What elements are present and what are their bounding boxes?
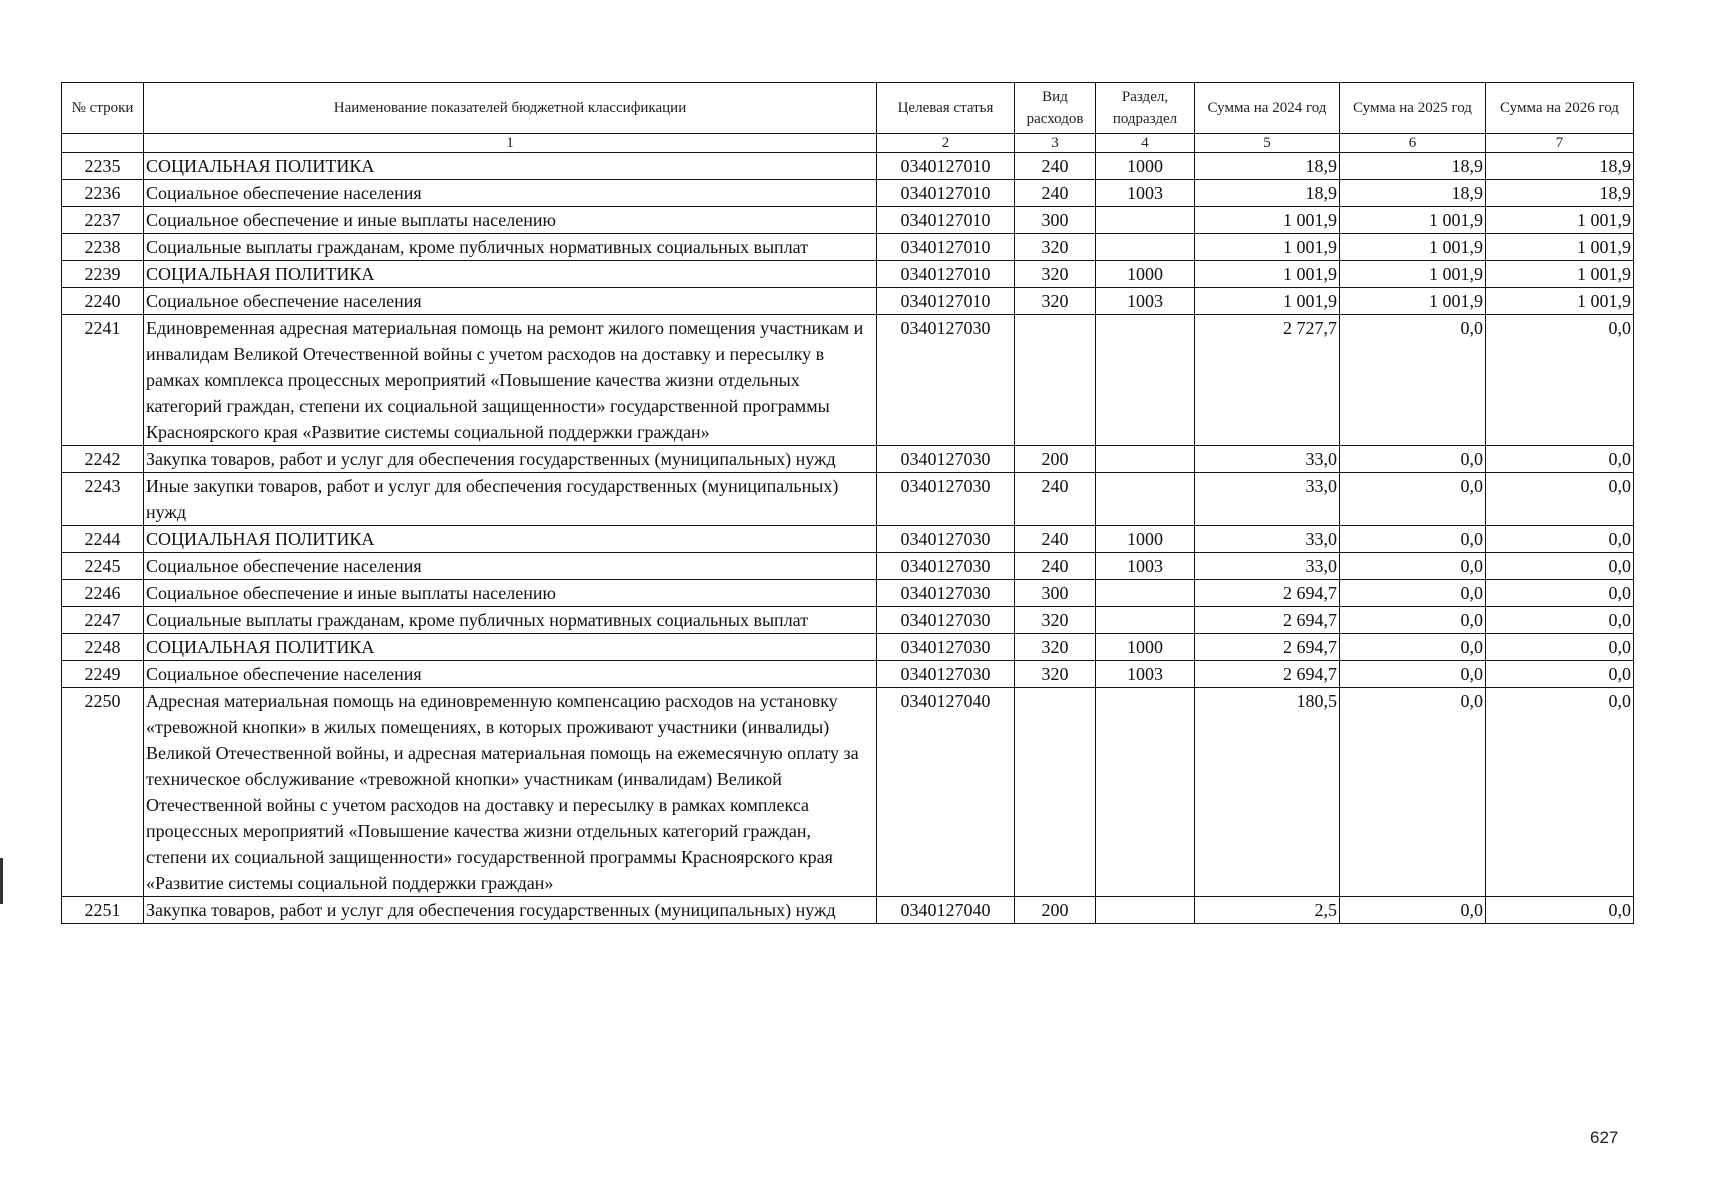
row-sum-2024: 2 727,7 [1195, 315, 1340, 446]
row-sum-2026: 1 001,9 [1486, 261, 1634, 288]
row-expense-type: 320 [1015, 288, 1096, 315]
table-row [62, 446, 1634, 473]
row-target: 0340127030 [877, 526, 1015, 553]
table-row [62, 580, 1634, 607]
row-number: 2243 [62, 473, 144, 526]
row-expense-type: 320 [1015, 607, 1096, 634]
row-sum-2025: 0,0 [1340, 897, 1486, 924]
column-number: 2 [877, 134, 1015, 153]
row-name: Социальные выплаты гражданам, кроме публичных нормативных социальных выплат [144, 234, 877, 261]
row-sum-2026: 0,0 [1486, 897, 1634, 924]
table-row [62, 180, 1634, 207]
row-expense-type: 300 [1015, 207, 1096, 234]
row-target: 0340127030 [877, 661, 1015, 688]
row-target: 0340127010 [877, 234, 1015, 261]
row-sum-2026: 0,0 [1486, 607, 1634, 634]
row-sum-2026: 18,9 [1486, 180, 1634, 207]
table-row [62, 261, 1634, 288]
row-sum-2025: 0,0 [1340, 473, 1486, 526]
row-sum-2026: 1 001,9 [1486, 234, 1634, 261]
row-target: 0340127040 [877, 688, 1015, 897]
row-expense-type: 300 [1015, 580, 1096, 607]
row-name: Социальное обеспечение и иные выплаты населению [144, 580, 877, 607]
row-target: 0340127010 [877, 180, 1015, 207]
row-number: 2235 [62, 153, 144, 180]
row-name: СОЦИАЛЬНАЯ ПОЛИТИКА [144, 153, 877, 180]
row-section: 1000 [1096, 526, 1195, 553]
row-number: 2248 [62, 634, 144, 661]
row-target: 0340127030 [877, 473, 1015, 526]
table-row [62, 553, 1634, 580]
row-name: Закупка товаров, работ и услуг для обеспечения государственных (муниципальных) нужд [144, 446, 877, 473]
row-expense-type: 240 [1015, 180, 1096, 207]
page-number: 627 [1590, 1128, 1619, 1147]
row-section [1096, 234, 1195, 261]
row-name: СОЦИАЛЬНАЯ ПОЛИТИКА [144, 634, 877, 661]
row-sum-2024: 33,0 [1195, 473, 1340, 526]
row-name: Адресная материальная помощь на единовременную компенсацию расходов на установку «тревожной кнопки» в жилых помещениях, в которых проживают участники (инвалиды) Великой Отечественной войны, и адресная материальная помощь на ежемесячную оплату за техническое обслуживание «тревожной кнопки» участникам (инвалидам) Великой Отечественной войны с учетом расходов на доставку и пересылку в рамках комплекса процессных мероприятий «Повышение качества жизни отдельных категорий граждан, степени их социальной защищенности» государственной программы Красноярского края «Развитие системы социальной поддержки граждан» [144, 688, 877, 897]
row-sum-2025: 0,0 [1340, 661, 1486, 688]
row-section [1096, 473, 1195, 526]
table-row [62, 688, 1634, 897]
row-expense-type: 320 [1015, 634, 1096, 661]
row-sum-2024: 1 001,9 [1195, 261, 1340, 288]
row-number: 2242 [62, 446, 144, 473]
row-name: СОЦИАЛЬНАЯ ПОЛИТИКА [144, 526, 877, 553]
row-section [1096, 207, 1195, 234]
row-expense-type: 320 [1015, 234, 1096, 261]
row-name: Социальные выплаты гражданам, кроме публичных нормативных социальных выплат [144, 607, 877, 634]
row-sum-2024: 18,9 [1195, 180, 1340, 207]
row-section: 1003 [1096, 661, 1195, 688]
row-target: 0340127030 [877, 634, 1015, 661]
row-section: 1003 [1096, 180, 1195, 207]
row-expense-type: 320 [1015, 261, 1096, 288]
row-sum-2024: 1 001,9 [1195, 234, 1340, 261]
row-sum-2025: 0,0 [1340, 526, 1486, 553]
row-number: 2251 [62, 897, 144, 924]
table-row [62, 288, 1634, 315]
row-section [1096, 688, 1195, 897]
row-section [1096, 315, 1195, 446]
row-target: 0340127010 [877, 207, 1015, 234]
row-sum-2024: 2 694,7 [1195, 661, 1340, 688]
row-expense-type: 320 [1015, 661, 1096, 688]
row-sum-2026: 18,9 [1486, 153, 1634, 180]
row-number: 2245 [62, 553, 144, 580]
header-row [62, 83, 1634, 134]
row-expense-type: 240 [1015, 153, 1096, 180]
table-row [62, 634, 1634, 661]
row-sum-2026: 0,0 [1486, 580, 1634, 607]
header-row-no: № строки [62, 83, 144, 134]
column-number: 3 [1015, 134, 1096, 153]
column-number-row [62, 134, 1634, 153]
table-row [62, 897, 1634, 924]
row-name: Социальное обеспечение населения [144, 553, 877, 580]
row-number: 2239 [62, 261, 144, 288]
row-sum-2025: 1 001,9 [1340, 234, 1486, 261]
row-sum-2026: 0,0 [1486, 661, 1634, 688]
row-target: 0340127030 [877, 580, 1015, 607]
row-number: 2238 [62, 234, 144, 261]
row-name: Социальное обеспечение населения [144, 661, 877, 688]
row-sum-2025: 0,0 [1340, 315, 1486, 446]
row-target: 0340127010 [877, 153, 1015, 180]
table-row [62, 153, 1634, 180]
column-number: 7 [1486, 134, 1634, 153]
row-sum-2025: 18,9 [1340, 153, 1486, 180]
row-expense-type [1015, 315, 1096, 446]
table-row [62, 315, 1634, 446]
row-section: 1003 [1096, 553, 1195, 580]
row-sum-2026: 0,0 [1486, 473, 1634, 526]
row-section [1096, 446, 1195, 473]
table-row [62, 234, 1634, 261]
header-section: Раздел, подраздел [1096, 83, 1195, 134]
row-sum-2024: 2 694,7 [1195, 607, 1340, 634]
row-sum-2024: 18,9 [1195, 153, 1340, 180]
table-row [62, 207, 1634, 234]
row-number: 2250 [62, 688, 144, 897]
column-number [62, 134, 144, 153]
row-sum-2025: 0,0 [1340, 607, 1486, 634]
row-sum-2025: 1 001,9 [1340, 207, 1486, 234]
row-sum-2024: 2,5 [1195, 897, 1340, 924]
row-number: 2246 [62, 580, 144, 607]
row-sum-2025: 0,0 [1340, 634, 1486, 661]
row-sum-2025: 0,0 [1340, 553, 1486, 580]
row-sum-2024: 180,5 [1195, 688, 1340, 897]
row-number: 2241 [62, 315, 144, 446]
row-number: 2240 [62, 288, 144, 315]
scan-margin-mark [0, 858, 3, 904]
row-expense-type: 200 [1015, 897, 1096, 924]
row-number: 2247 [62, 607, 144, 634]
row-target: 0340127010 [877, 261, 1015, 288]
row-section: 1000 [1096, 153, 1195, 180]
row-sum-2024: 33,0 [1195, 446, 1340, 473]
row-sum-2025: 0,0 [1340, 580, 1486, 607]
row-expense-type: 240 [1015, 553, 1096, 580]
row-number: 2249 [62, 661, 144, 688]
row-sum-2026: 0,0 [1486, 315, 1634, 446]
header-target: Целевая статья [877, 83, 1015, 134]
row-sum-2024: 2 694,7 [1195, 634, 1340, 661]
row-section: 1003 [1096, 288, 1195, 315]
table-row [62, 473, 1634, 526]
header-sum-2024: Сумма на 2024 год [1195, 83, 1340, 134]
table-row [62, 526, 1634, 553]
table-row [62, 607, 1634, 634]
row-name: Социальное обеспечение и иные выплаты населению [144, 207, 877, 234]
row-sum-2024: 33,0 [1195, 553, 1340, 580]
row-sum-2024: 1 001,9 [1195, 288, 1340, 315]
row-name: Социальное обеспечение населения [144, 180, 877, 207]
column-number: 6 [1340, 134, 1486, 153]
row-sum-2025: 1 001,9 [1340, 261, 1486, 288]
row-target: 0340127040 [877, 897, 1015, 924]
column-number: 5 [1195, 134, 1340, 153]
row-expense-type [1015, 688, 1096, 897]
column-number: 1 [144, 134, 877, 153]
row-sum-2026: 1 001,9 [1486, 288, 1634, 315]
row-sum-2026: 0,0 [1486, 634, 1634, 661]
row-sum-2025: 18,9 [1340, 180, 1486, 207]
row-name: Закупка товаров, работ и услуг для обеспечения государственных (муниципальных) нужд [144, 897, 877, 924]
header-sum-2025: Сумма на 2025 год [1340, 83, 1486, 134]
row-sum-2026: 0,0 [1486, 688, 1634, 897]
header-name: Наименование показателей бюджетной классификации [144, 83, 877, 134]
header-sum-2026: Сумма на 2026 год [1486, 83, 1634, 134]
row-number: 2236 [62, 180, 144, 207]
row-section: 1000 [1096, 634, 1195, 661]
column-number: 4 [1096, 134, 1195, 153]
row-target: 0340127030 [877, 607, 1015, 634]
row-sum-2025: 0,0 [1340, 688, 1486, 897]
row-target: 0340127010 [877, 288, 1015, 315]
budget-table [61, 82, 1634, 924]
row-name: СОЦИАЛЬНАЯ ПОЛИТИКА [144, 261, 877, 288]
row-target: 0340127030 [877, 315, 1015, 446]
row-sum-2024: 2 694,7 [1195, 580, 1340, 607]
row-sum-2025: 0,0 [1340, 446, 1486, 473]
row-section [1096, 607, 1195, 634]
row-sum-2026: 0,0 [1486, 553, 1634, 580]
row-name: Иные закупки товаров, работ и услуг для обеспечения государственных (муниципальных) нужд [144, 473, 877, 526]
row-sum-2025: 1 001,9 [1340, 288, 1486, 315]
row-expense-type: 240 [1015, 473, 1096, 526]
row-section [1096, 580, 1195, 607]
row-target: 0340127030 [877, 446, 1015, 473]
row-name: Единовременная адресная материальная помощь на ремонт жилого помещения участникам и инвалидам Великой Отечественной войны с учетом расходов на доставку и пересылку в рамках комплекса процессных мероприятий «Повышение качества жизни отдельных категорий граждан, степени их социальной защищенности» государственной программы Красноярского края «Развитие системы социальной поддержки граждан» [144, 315, 877, 446]
table-row [62, 661, 1634, 688]
row-section [1096, 897, 1195, 924]
row-section: 1000 [1096, 261, 1195, 288]
row-number: 2244 [62, 526, 144, 553]
row-expense-type: 240 [1015, 526, 1096, 553]
row-sum-2026: 0,0 [1486, 446, 1634, 473]
row-sum-2026: 0,0 [1486, 526, 1634, 553]
row-sum-2024: 33,0 [1195, 526, 1340, 553]
row-sum-2024: 1 001,9 [1195, 207, 1340, 234]
row-number: 2237 [62, 207, 144, 234]
row-sum-2026: 1 001,9 [1486, 207, 1634, 234]
header-expense-type: Вид расходов [1015, 83, 1096, 134]
row-expense-type: 200 [1015, 446, 1096, 473]
row-name: Социальное обеспечение населения [144, 288, 877, 315]
row-target: 0340127030 [877, 553, 1015, 580]
